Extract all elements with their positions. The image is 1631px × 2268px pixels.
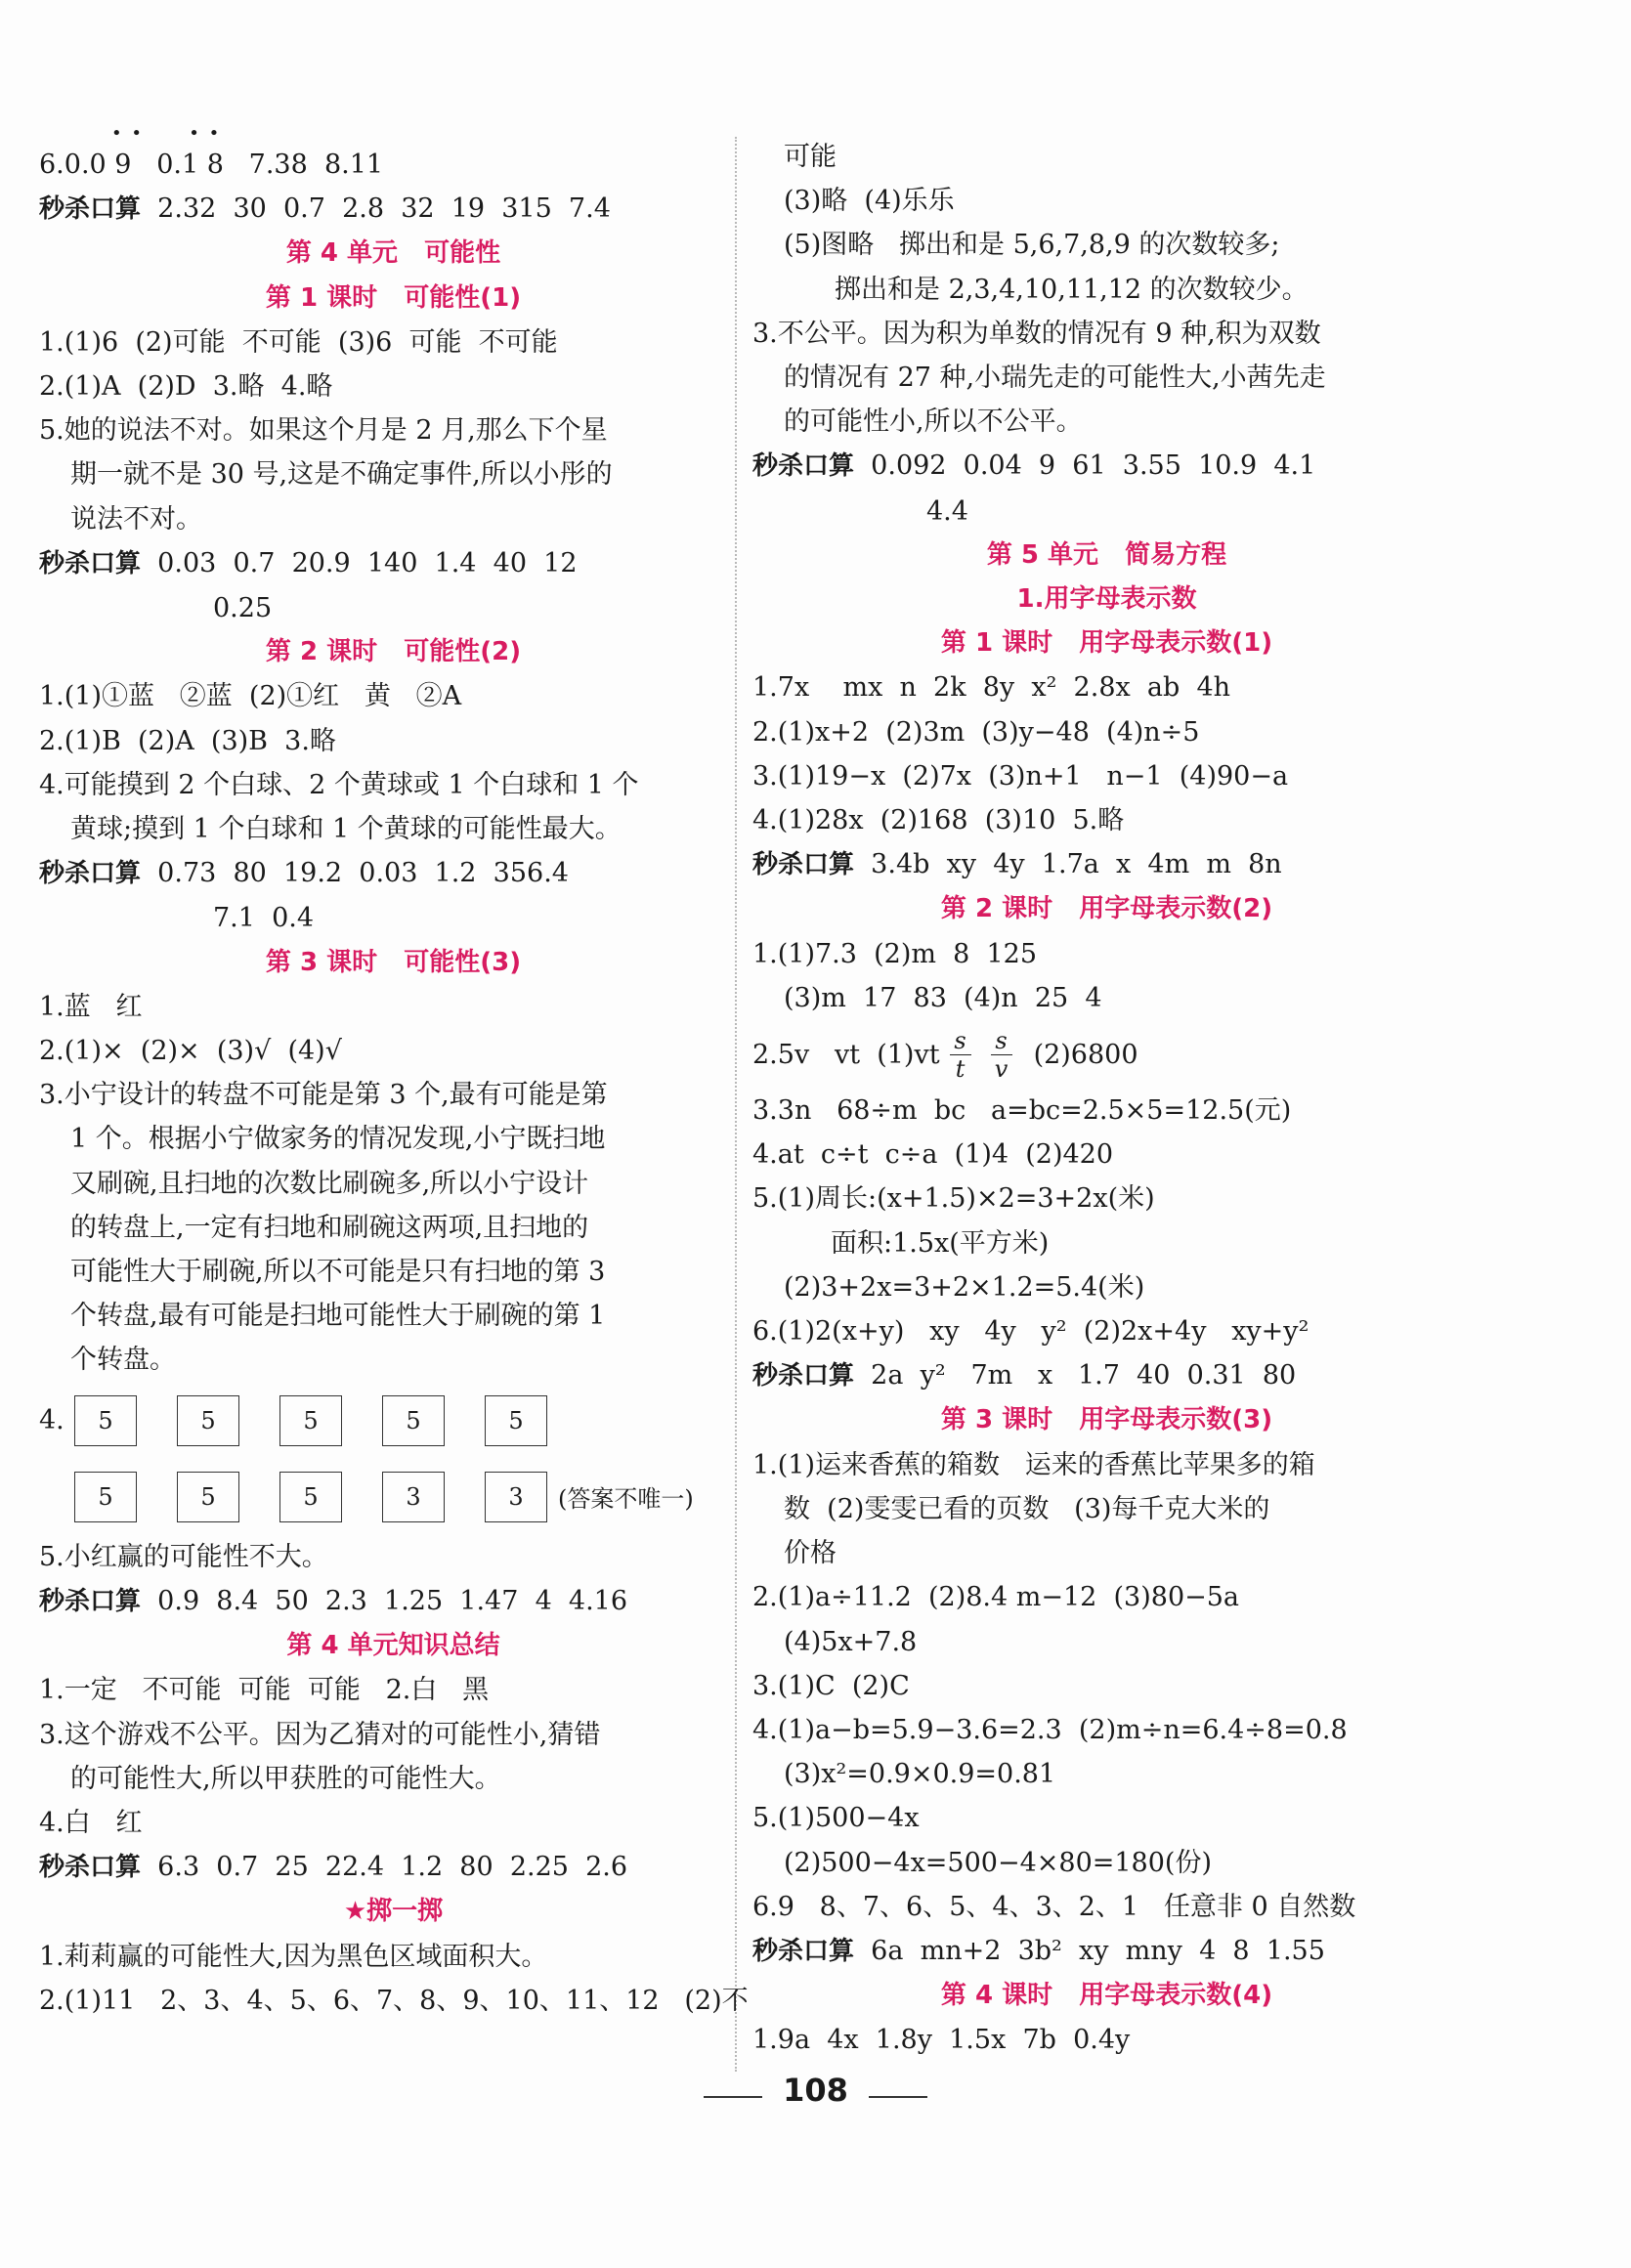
answer-line: 个转盘。 xyxy=(70,1345,176,1376)
answer-line: 掷出和是 2,3,4,10,11,12 的次数较少。 xyxy=(835,274,1309,305)
answer-line: 1.(1)6 (2)可能 不可能 (3)6 可能 不可能 xyxy=(39,326,558,358)
quick-calc-line xyxy=(752,444,1461,489)
answer-line: 的可能性小,所以不公平。 xyxy=(784,407,1083,438)
fraction-denominator: t xyxy=(955,1054,966,1083)
answer-line: 5.(1)周长:(x+1.5)×2=3+2x(米) xyxy=(752,1183,1155,1215)
quick-calc-line xyxy=(39,851,748,896)
summary-heading: 第 4 单元知识总结 xyxy=(286,1631,500,1661)
footer-rule-right xyxy=(869,2096,927,2098)
activity-heading: ★掷一掷 xyxy=(343,1897,444,1927)
answer-line: 1.(1)7.3 (2)m 8 125 xyxy=(752,938,1038,969)
number-box: 3 xyxy=(382,1472,445,1522)
quick-calc-values: 6a mn+2 3b² xy mny 4 8 1.55 xyxy=(854,1935,1325,1966)
answer-line: (4)5x+7.8 xyxy=(784,1626,918,1657)
fraction-numerator: s xyxy=(954,1026,966,1054)
number-box: 5 xyxy=(74,1395,137,1446)
answer-line: 3.(1)19−x (2)7x (3)n+1 n−1 (4)90−a xyxy=(752,760,1289,792)
repeating-decimal-dots: • • • • xyxy=(111,123,222,144)
answer-line: 5.小红赢的可能性不大。 xyxy=(39,1541,328,1572)
answer-line: 4.(1)28x (2)168 (3)10 5.略 xyxy=(752,805,1125,836)
answer-line: 黄球;摸到 1 个白球和 1 个黄球的可能性最大。 xyxy=(70,814,622,845)
lesson-heading: 第 3 课时 可能性(3) xyxy=(265,947,522,977)
answer-line: 6.9 8、7、6、5、4、3、2、1 任意非 0 自然数 xyxy=(752,1891,1356,1922)
quick-calc-label: 秒杀口算 xyxy=(39,1853,142,1883)
left-column xyxy=(39,125,748,2023)
answer-line: 2.(1)B (2)A (3)B 3.略 xyxy=(39,725,336,756)
unit-heading: 第 4 单元 可能性 xyxy=(285,238,501,269)
quick-calc-values: 6.3 0.7 25 22.4 1.2 80 2.25 2.6 xyxy=(141,1852,628,1883)
lesson-heading: 第 3 课时 用字母表示数(3) xyxy=(940,1405,1273,1435)
quick-calc-values: 0.092 0.04 9 61 3.55 10.9 4.1 xyxy=(854,450,1316,482)
quick-calc-values: 2a y² 7m x 1.7 40 0.31 80 xyxy=(854,1360,1297,1391)
lesson-heading: 第 2 课时 用字母表示数(2) xyxy=(940,894,1273,924)
answer-line: 4.白 红 xyxy=(39,1807,143,1838)
answer-line: 6.(1)2(x+y) xy 4y y² (2)2x+4y xy+y² xyxy=(752,1316,1309,1348)
number-box: 5 xyxy=(382,1395,445,1446)
answer-line: 4.(1)a−b=5.9−3.6=2.3 (2)m÷n=6.4÷8=0.8 xyxy=(752,1714,1348,1745)
spinner-boxes-row-2 xyxy=(39,1459,748,1535)
answer-line: 1.9a 4x 1.8y 1.5x 7b 0.4y xyxy=(752,2025,1131,2056)
fraction-s-over-v xyxy=(991,1027,1012,1083)
answer-line: 3.这个游戏不公平。因为乙猜对的可能性小,猜错 xyxy=(39,1719,601,1750)
quick-calc-label: 秒杀口算 xyxy=(39,1586,142,1616)
quick-calc-line xyxy=(39,1579,748,1624)
lesson-heading: 第 2 课时 可能性(2) xyxy=(265,637,522,667)
answer-line: (3)略 (4)乐乐 xyxy=(784,186,955,217)
answer-line: 1.蓝 红 xyxy=(39,991,143,1022)
quick-calc-line xyxy=(752,1353,1461,1398)
answer-line: 4.可能摸到 2 个白球、2 个黄球或 1 个白球和 1 个 xyxy=(39,769,639,800)
quick-calc-line xyxy=(39,1845,748,1890)
quick-calc-values: 0.73 80 19.2 0.03 1.2 356.4 xyxy=(141,858,569,889)
lesson-heading: 第 4 课时 用字母表示数(4) xyxy=(940,1981,1273,2011)
quick-calc-label: 秒杀口算 xyxy=(752,1936,855,1966)
page-footer xyxy=(0,2072,1631,2109)
answer-note: (答案不唯一) xyxy=(558,1485,694,1514)
lesson-heading: 第 1 课时 可能性(1) xyxy=(265,282,522,313)
quick-calc-values: 0.03 0.7 20.9 140 1.4 40 12 xyxy=(141,547,578,578)
section-heading: 1.用字母表示数 xyxy=(1016,584,1197,615)
answer-line: 2.(1)A (2)D 3.略 4.略 xyxy=(39,371,333,403)
answer-line: 又刷碗,且扫地的次数比刷碗多,所以小宁设计 xyxy=(70,1168,589,1199)
answer-line: 面积:1.5x(平方米) xyxy=(831,1227,1050,1259)
answer-line: 数 (2)雯雯已看的页数 (3)每千克大米的 xyxy=(784,1493,1270,1524)
quick-calc-label: 秒杀口算 xyxy=(752,1361,855,1391)
quick-calc-line xyxy=(39,541,748,586)
quick-calc-values: 0.9 8.4 50 2.3 1.25 1.47 4 4.16 xyxy=(141,1585,628,1616)
answer-line: 3.3n 68÷m bc a=bc=2.5×5=12.5(元) xyxy=(752,1095,1292,1127)
right-column xyxy=(752,135,1461,2063)
answer-text: 2.5v vt (1)vt xyxy=(752,1039,940,1070)
fraction-numerator: s xyxy=(995,1026,1008,1054)
answer-line: 3.(1)C (2)C xyxy=(752,1670,910,1701)
answer-line: 可能 xyxy=(784,142,837,172)
answer-line: 6.0.0 9 0.1 8 7.38 8.11 xyxy=(39,150,384,180)
fraction-answer-line xyxy=(752,1020,1461,1089)
quick-calc-line xyxy=(39,187,748,232)
answer-line: 价格 xyxy=(784,1538,837,1569)
number-box: 5 xyxy=(279,1472,342,1522)
answer-line: (3)m 17 83 (4)n 25 4 xyxy=(784,982,1102,1013)
fraction-s-over-t xyxy=(950,1027,971,1083)
answer-line: 的可能性大,所以甲获胜的可能性大。 xyxy=(70,1763,501,1794)
answer-line: 4.at c÷t c÷a (1)4 (2)420 xyxy=(752,1139,1114,1171)
answer-line: 3.小宁设计的转盘不可能是第 3 个,最有可能是第 xyxy=(39,1080,608,1111)
quick-calc-label: 秒杀口算 xyxy=(39,548,142,578)
number-box: 3 xyxy=(485,1472,547,1522)
answer-line: 5.她的说法不对。如果这个月是 2 月,那么下个星 xyxy=(39,415,608,447)
number-box: 5 xyxy=(485,1395,547,1446)
answer-line: (2)500−4x=500−4×80=180(份) xyxy=(784,1847,1212,1878)
answer-line: 1.(1)①蓝 ②蓝 (2)①红 黄 ②A xyxy=(39,681,462,712)
question-number: 4. xyxy=(39,1405,64,1436)
answer-line: 1.莉莉赢的可能性大,因为黑色区域面积大。 xyxy=(39,1941,548,1972)
quick-calc-values: 3.4b xy 4y 1.7a x 4m m 8n xyxy=(854,849,1282,880)
answer-line: (5)图略 掷出和是 5,6,7,8,9 的次数较多; xyxy=(784,230,1280,261)
answer-line: 1.(1)运来香蕉的箱数 运来的香蕉比苹果多的箱 xyxy=(752,1449,1315,1480)
quick-calc-continuation: 4.4 xyxy=(926,495,968,527)
answer-text: (2)6800 xyxy=(1033,1039,1138,1070)
answer-line: (3)x²=0.9×0.9=0.81 xyxy=(784,1759,1056,1790)
answer-line: 2.(1)x+2 (2)3m (3)y−48 (4)n÷5 xyxy=(752,716,1200,748)
spinner-boxes-row-1 xyxy=(39,1383,748,1459)
answer-line: 2.(1)× (2)× (3)√ (4)√ xyxy=(39,1036,342,1067)
answer-line: 的转盘上,一定有扫地和刷碗这两项,且扫地的 xyxy=(70,1212,589,1243)
answer-line: 2.(1)a÷11.2 (2)8.4 m−12 (3)80−5a xyxy=(752,1582,1240,1613)
answer-line: 期一就不是 30 号,这是不确定事件,所以小彤的 xyxy=(70,459,613,491)
unit-heading: 第 5 单元 简易方程 xyxy=(986,539,1227,570)
answer-line: 可能性大于刷碗,所以不可能是只有扫地的第 3 xyxy=(70,1257,606,1288)
answer-line: 的情况有 27 种,小瑞先走的可能性大,小茜先走 xyxy=(784,363,1326,394)
answer-line: 1.一定 不可能 可能 可能 2.白 黑 xyxy=(39,1675,490,1706)
quick-calc-label: 秒杀口算 xyxy=(752,451,855,482)
answer-line: 说法不对。 xyxy=(70,503,202,535)
number-box: 5 xyxy=(74,1472,137,1522)
quick-calc-line xyxy=(752,1929,1461,1974)
quick-calc-label: 秒杀口算 xyxy=(39,194,142,225)
answer-line: 1 个。根据小宁做家务的情况发现,小宁既扫地 xyxy=(70,1124,606,1155)
answer-line: 1.7x mx n 2k 8y x² 2.8x ab 4h xyxy=(752,672,1231,704)
answer-line: (2)3+2x=3+2×1.2=5.4(米) xyxy=(784,1271,1145,1303)
answer-line: 个转盘,最有可能是扫地可能性大于刷碗的第 1 xyxy=(70,1301,606,1332)
number-box: 5 xyxy=(279,1395,342,1446)
quick-calc-continuation: 0.25 xyxy=(213,593,273,624)
answer-line: 3.不公平。因为积为单数的情况有 9 种,积为双数 xyxy=(752,318,1321,349)
number-box: 5 xyxy=(177,1395,239,1446)
lesson-heading: 第 1 课时 用字母表示数(1) xyxy=(940,628,1273,659)
quick-calc-label: 秒杀口算 xyxy=(39,859,142,889)
footer-rule-left xyxy=(704,2096,762,2098)
fraction-denominator: v xyxy=(994,1054,1009,1083)
quick-calc-continuation: 7.1 0.4 xyxy=(213,903,315,934)
quick-calc-values: 2.32 30 0.7 2.8 32 19 315 7.4 xyxy=(141,193,611,225)
answer-line: 5.(1)500−4x xyxy=(752,1803,920,1834)
quick-calc-label: 秒杀口算 xyxy=(752,850,855,880)
quick-calc-line xyxy=(752,842,1461,887)
answer-line: 2.(1)11 2、3、4、5、6、7、8、9、10、11、12 (2)不 xyxy=(39,1985,749,2016)
page-number: 108 xyxy=(783,2072,848,2109)
number-box: 5 xyxy=(177,1472,239,1522)
